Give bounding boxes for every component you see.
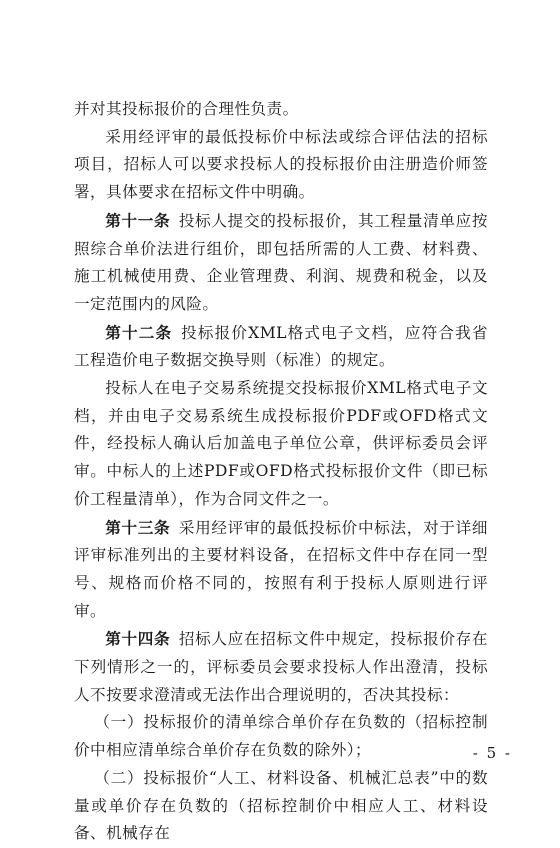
article-11 (74, 207, 488, 319)
paragraph-text: 采用经评审的最低投标价中标法或综合评估法的招标项目，招标人可以要求投标人的投标报价由注册造价师签署，具体要求在招标文件中明确。 (74, 127, 488, 202)
paragraph-text: （一）投标报价的清单综合单价存在负数的（招标控制价中相应清单综合单价存在负数的除外）； (74, 713, 488, 760)
article-12 (74, 319, 488, 375)
article-heading: 第十三条 (105, 517, 171, 537)
article-heading: 第十一条 (105, 210, 171, 230)
list-item-2 (74, 765, 488, 848)
paragraph-text: 采用经评审的最低投标价中标法，对于详细评审标准列出的主要材料设备，在招标文件中存在同一型号、规格而价格不同的，按照有利于投标人原则进行评审。 (74, 518, 488, 620)
paragraph-text: （二）投标报价“人工、材料设备、机械汇总表”中的数量或单价存在负数的（招标控制价中相应人工、材料设备、机械存在 (74, 768, 488, 843)
paragraph-text: 投标人在电子交易系统提交投标报价XML格式电子文档，并由电子交易系统生成投标报价PDF或OFD格式文件，经投标人确认后加盖电子单位公章，供评标委员会评审。中标人的上述PDF或OFD格式投标报价文件（即已标价工程量清单），作为合同文件之一。 (74, 379, 488, 508)
article-13 (74, 514, 488, 626)
paragraph-continuation (74, 96, 488, 124)
paragraph-text: 并对其投标报价的合理性负责。 (74, 100, 299, 118)
article-heading: 第十二条 (105, 322, 173, 342)
paragraph-text: 投标人提交的投标报价，其工程量清单应按照综合单价法进行组价，即包括所需的人工费、材料费、施工机械使用费、企业管理费、利润、规费和税金，以及一定范围内的风险。 (74, 211, 488, 313)
paragraph-text: 招标人应在招标文件中规定，投标报价存在下列情形之一的，评标委员会要求投标人作出澄清，投标人不按要求澄清或无法作出合理说明的，否决其投标： (74, 630, 488, 704)
article-14 (74, 625, 488, 709)
paragraph-text: 投标报价XML格式电子文档，应符合我省工程造价电子数据交换导则（标准）的规定。 (74, 323, 488, 370)
page-number: - 5 - (472, 744, 512, 762)
paragraph (74, 124, 488, 207)
article-heading: 第十四条 (105, 629, 171, 649)
body-text (74, 96, 488, 848)
paragraph (74, 375, 488, 514)
